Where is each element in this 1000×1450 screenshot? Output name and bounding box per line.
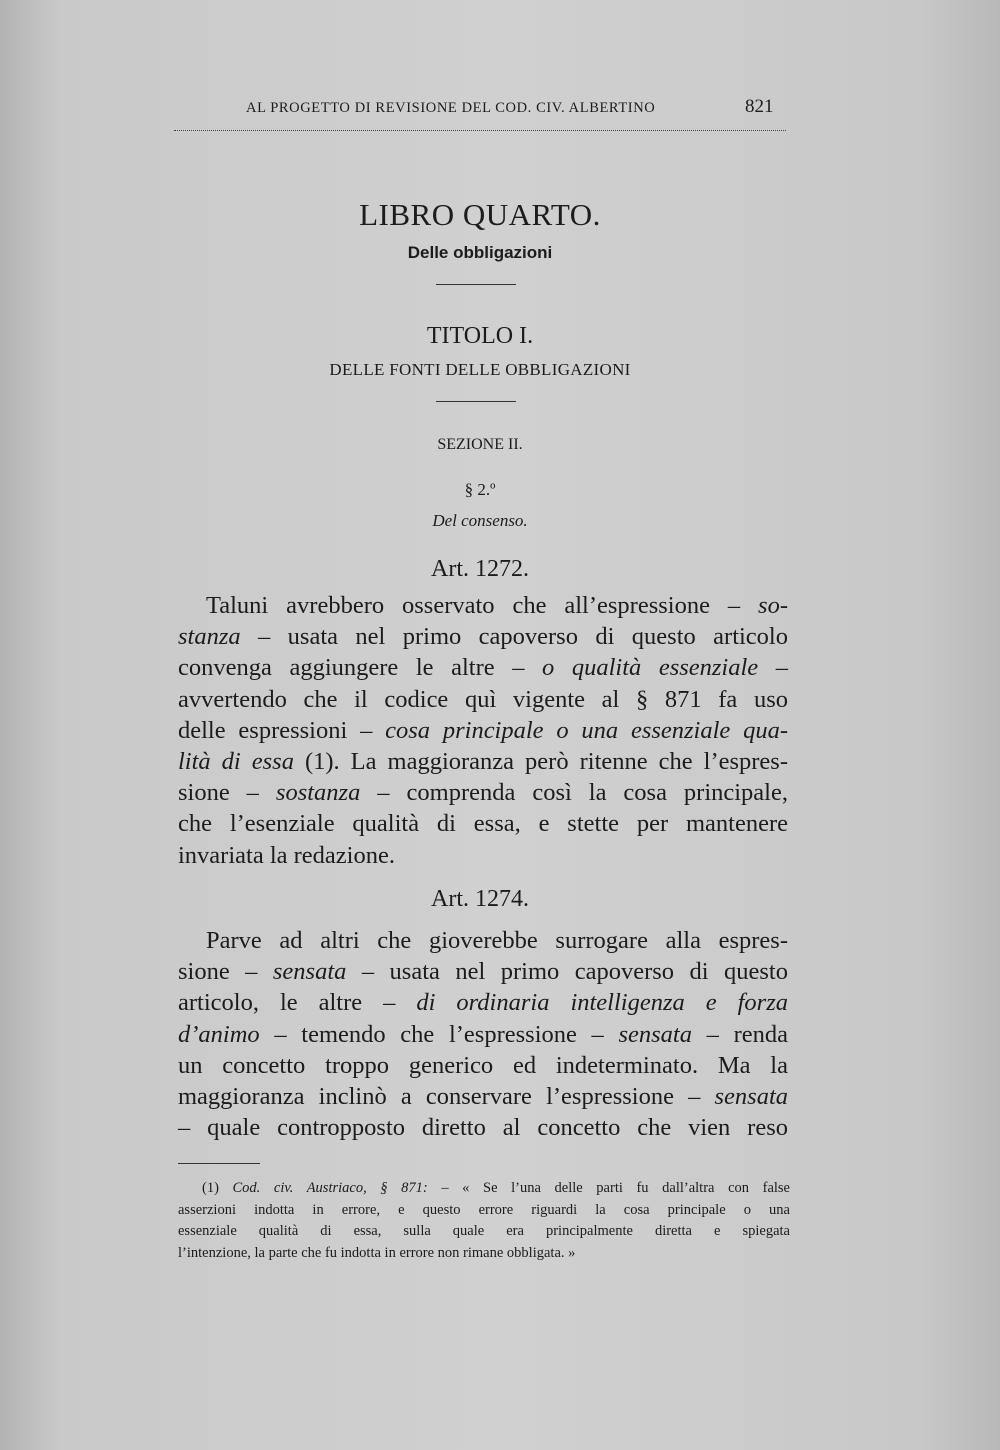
text-line <box>178 1019 788 1050</box>
italic-text: d’animo <box>178 1020 260 1048</box>
italic-text: sensata <box>618 1020 692 1048</box>
text-run: sione – <box>178 958 273 986</box>
text-run: (1). La maggioranza però ritenne che l’espres- <box>293 748 788 776</box>
article-heading: Art. 1274. <box>431 886 529 912</box>
text-run: Taluni avrebbero osservato che all’espressione – <box>206 592 759 619</box>
page-number: 821 <box>745 96 774 117</box>
title-heading: TITOLO I. <box>426 323 534 349</box>
article-heading: Art. 1272. <box>431 556 529 582</box>
italic-text: lità di essa <box>178 748 294 776</box>
section-heading: SEZIONE II. <box>437 436 523 453</box>
text-run: un concetto troppo generico ed indeterminato. Ma la <box>178 1051 788 1079</box>
text-run: – comprenda così la cosa principale, <box>360 779 788 807</box>
text-run: – quale contropposto diretto al concetto che vien reso <box>178 1114 788 1142</box>
footnote-rule <box>178 1163 260 1164</box>
paragraph-title: Del consenso. <box>432 511 528 530</box>
text-run: convenga aggiungere le altre – <box>178 654 543 682</box>
footnote <box>178 1178 790 1264</box>
text-run: – usata nel primo capoverso di questo <box>346 958 788 986</box>
text-line <box>178 987 788 1018</box>
text-line <box>178 715 788 746</box>
running-header: AL PROGETTO DI REVISIONE DEL COD. CIV. ALBERTINO <box>246 100 656 116</box>
header-rule <box>174 130 786 131</box>
italic-text: Cod. civ. Austriaco, § 871: <box>232 1180 428 1196</box>
text-run: maggioranza inclinò a conservare l’espressione – <box>178 1083 715 1111</box>
text-run: invariata la redazione. <box>178 841 395 869</box>
text-line <box>178 1243 790 1265</box>
title-subheading: DELLE FONTI DELLE OBBLIGAZIONI <box>329 360 631 379</box>
text-line <box>178 777 788 808</box>
text-line <box>178 925 788 956</box>
text-line <box>178 684 788 715</box>
text-line <box>178 652 788 683</box>
text-run: articolo, le altre – <box>178 989 417 1017</box>
text-line <box>178 956 788 987</box>
text-line <box>178 1050 788 1081</box>
text-line <box>178 1178 790 1200</box>
text-run: asserzioni indotta in errore, e questo errore riguardi la cosa principale o una <box>178 1201 790 1218</box>
text-run: l’intenzione, la parte che fu indotta in errore non rimane obbligata. » <box>178 1244 576 1261</box>
article-body <box>178 590 788 871</box>
text-run: delle espressioni – <box>178 716 386 744</box>
text-run: che l’esenziale qualità di essa, e stette per mantenere <box>178 810 788 838</box>
text-line <box>178 1081 788 1112</box>
text-line <box>178 840 788 871</box>
text-run: Parve ad altri che gioverebbe surrogare alla espres- <box>206 927 788 954</box>
text-run: essenziale qualità di essa, sulla quale era principalmente diretta e spiegata <box>178 1223 790 1239</box>
italic-text: sensata <box>272 958 347 986</box>
text-run: – « Se l’una delle parti fu dall’altra con false <box>427 1180 790 1196</box>
text-run: (1) <box>202 1180 233 1196</box>
italic-text: stanza <box>178 623 241 651</box>
text-run: sione – <box>178 779 276 807</box>
book-title: LIBRO QUARTO. <box>359 197 601 232</box>
text-line <box>178 1200 790 1222</box>
divider-rule <box>436 284 516 285</box>
book-subtitle: Delle obbligazioni <box>407 243 553 262</box>
paragraph-heading: § 2.º <box>464 480 496 499</box>
italic-text: so- <box>758 592 788 619</box>
text-run: – usata nel primo capoverso di questo articolo <box>240 623 788 651</box>
text-line <box>178 746 788 777</box>
text-line <box>178 621 788 652</box>
article-body <box>178 925 788 1143</box>
divider-rule <box>436 401 516 402</box>
italic-text: di ordinaria intelligenza e forza <box>416 989 788 1017</box>
text-run: – <box>758 654 788 682</box>
italic-text: sensata <box>714 1083 788 1111</box>
italic-text: cosa principale o una essenziale qua- <box>385 716 788 744</box>
text-run: avvertendo che il codice quì vigente al § 871 fa uso <box>178 685 788 713</box>
text-line <box>178 1221 790 1243</box>
text-line <box>178 808 788 839</box>
italic-text: sostanza <box>275 779 361 807</box>
text-line <box>178 1112 788 1143</box>
text-run: – renda <box>691 1020 788 1048</box>
text-line <box>178 590 788 621</box>
italic-text: o qualità essenziale <box>542 654 759 682</box>
text-run: – temendo che l’espressione – <box>259 1020 619 1048</box>
